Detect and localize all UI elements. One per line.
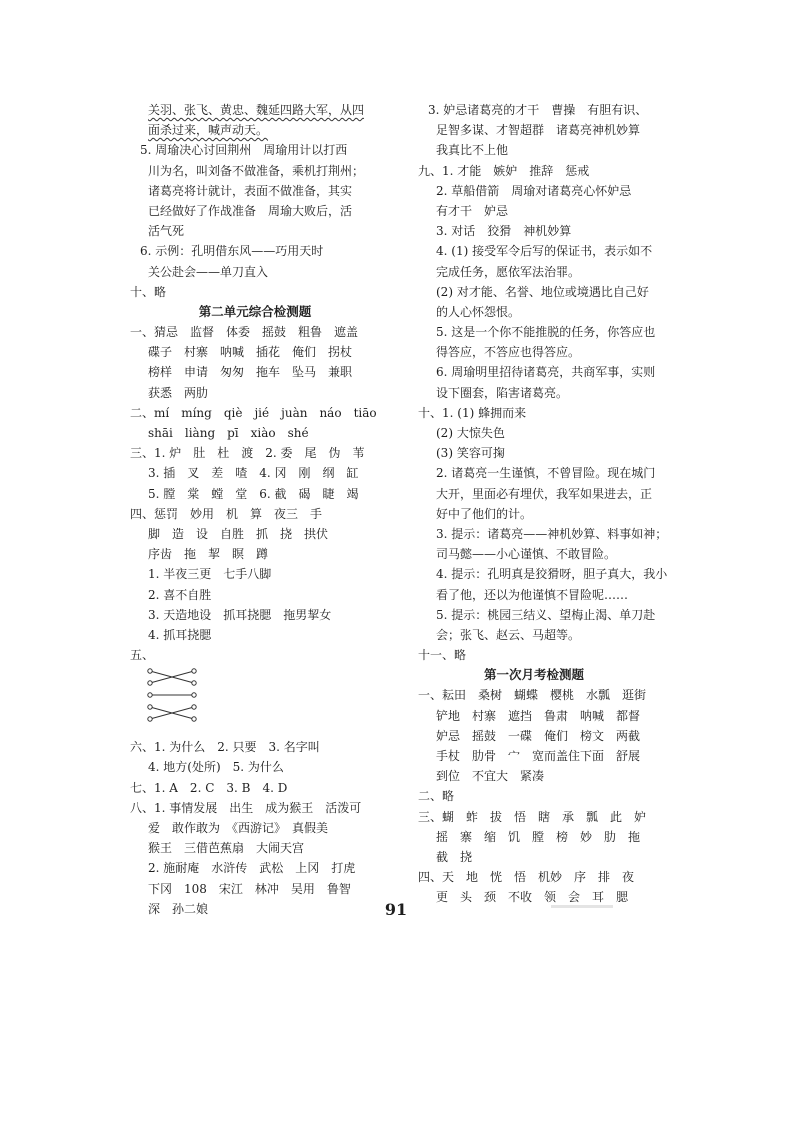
section-heading: 第一次月考检测题	[483, 667, 584, 683]
answer-line: 好中了他们的计。	[436, 506, 533, 521]
answer-line: 三、蝴 蚱 拔 悟 瞎 承 瓢 此 妒	[418, 809, 647, 824]
answer-line: 六、1. 为什么 2. 只要 3. 名字叫	[130, 740, 320, 755]
answer-line: 十一、略	[418, 648, 467, 663]
answer-line: 四、天 地 恍 悟 机妙 序 排 夜	[418, 870, 635, 885]
match-dot	[192, 705, 196, 709]
answer-line: 猴王 三借芭蕉扇 大闹天宫	[148, 841, 305, 856]
answer-line: 到位 不宜大 紧凑	[436, 769, 545, 784]
answer-line: 关公赴会——单刀直入	[148, 264, 269, 279]
right-column	[418, 100, 668, 908]
answer-line: 4. 地方(处所) 5. 为什么	[148, 760, 284, 775]
match-dot	[148, 693, 152, 697]
answer-line: 面杀过来，喊声动天。	[148, 123, 269, 138]
answer-line: 足智多谋、才智超群 诸葛亮神机妙算	[436, 123, 641, 138]
answer-line: 看了他，还以为他谨慎不冒险呢……	[436, 587, 629, 602]
answer-line: 3. 天造地设 抓耳挠腮 拖男挈女	[148, 607, 332, 622]
matching-lines-diagram	[144, 667, 204, 731]
answer-line: 完成任务，愿依军法治罪。	[436, 264, 581, 279]
answer-line: 二、mí míng qiè jié juàn náo tiāo	[130, 405, 377, 420]
page-number: 91	[384, 900, 408, 919]
answer-line: 2. 草船借箭 周瑜对诸葛亮心怀妒忌	[436, 183, 632, 198]
answer-line: 关羽、张飞、黄忠、魏延四路大军，从四	[148, 103, 365, 117]
answer-line: 3. 妒忌诸葛亮的才干 曹操 有胆有识、	[428, 103, 648, 117]
answer-line: 手杖 肋骨 宀 宽而盖住下面 舒展	[436, 749, 641, 763]
answer-line: 4. 抓耳挠腮	[148, 627, 212, 642]
answer-line: 铲地 村寨 遮挡 鲁肃 呐喊 都督	[436, 708, 641, 723]
left-column	[130, 100, 380, 919]
answer-line: 4. (1) 接受军令后写的保证书，表示如不	[436, 244, 653, 259]
answer-line: 一、耘田 桑树 蝴蝶 樱桃 水瓢 逛街	[418, 688, 647, 703]
answer-line: 下冈 108 宋江 林冲 吴用 鲁智	[148, 881, 351, 896]
answer-line: 会；张飞、赵云、马超等。	[436, 627, 581, 642]
answer-line: 序齿 拖 挈 瞑 蹲	[148, 547, 269, 562]
answer-line: 2. 施耐庵 水浒传 武松 上冈 打虎	[148, 861, 356, 876]
answer-line: 深 孙二娘	[148, 901, 209, 916]
answer-line: 妒忌 摇鼓 一碟 俺们 榜文 两截	[436, 728, 641, 743]
answer-line: 3. 提示：诸葛亮——神机妙算、料事如神；	[436, 526, 668, 541]
match-dot	[192, 717, 196, 721]
match-dot	[148, 705, 152, 709]
answer-line: 八、1. 事情发展 出生 成为猴王 活泼可	[130, 800, 362, 815]
answer-line: 3. 对话 狡猾 神机妙算	[436, 224, 572, 239]
answer-line: 5. 提示：桃园三结义、望梅止渴、单刀赴	[436, 607, 656, 622]
answer-line: 4. 提示：孔明真是狡猾呀，胆子真大，我小	[436, 567, 668, 582]
answer-line: 1. 半夜三更 七手八脚	[148, 567, 272, 582]
scan-smudge	[551, 905, 613, 908]
answer-line: 川为名，叫刘备不做准备，乘机打荆州；	[148, 163, 365, 178]
answer-line: (2) 对才能、名誉、地位或境遇比自己好	[436, 284, 649, 299]
answer-line: 2. 喜不自胜	[148, 587, 212, 602]
answer-line: 榜样 申请 匆匆 拖车 坠马 兼职	[148, 365, 353, 380]
match-dot	[148, 681, 152, 685]
answer-line: 司马懿——小心谨慎、不敢冒险。	[436, 547, 617, 562]
answer-line: 脚 造 设 自胜 抓 挠 拱伏	[148, 526, 329, 541]
match-dot	[192, 669, 196, 673]
answer-line: 三、1. 炉 肚 杜 渡 2. 委 尾 伪 苇	[130, 446, 365, 461]
answer-line: 一、猜忌 监督 体委 摇鼓 粗鲁 遮盖	[130, 325, 359, 340]
answer-line: 得答应，不答应也得答应。	[436, 345, 581, 360]
answer-line: (3) 笑容可掬	[436, 446, 505, 461]
answer-line: 大开，里面必有埋伏，我军如果进去，正	[436, 486, 653, 501]
answer-line: 5. 这是一个你不能推脱的任务，你答应也	[436, 325, 656, 340]
answer-line: 十、略	[130, 284, 167, 299]
answer-line: 更 头 颈 不收 领 会 耳 腮	[436, 890, 629, 905]
answer-line: shāi liàng pī xiào shé	[148, 426, 309, 440]
answer-line: 的人心怀怨恨。	[436, 304, 521, 319]
match-dot	[148, 717, 152, 721]
answer-line: 碟子 村寨 呐喊 插花 俺们 拐杖	[148, 345, 353, 360]
answer-line: 5. 膛 棠 螳 堂 6. 截 碣 睫 竭	[148, 486, 359, 501]
answer-line: 四、惩罚 妙用 机 算 夜三 手	[130, 506, 323, 521]
answer-line: 诸葛亮将计就计，表面不做准备，其实	[148, 183, 353, 198]
match-dot	[192, 693, 196, 697]
answer-line: 我真比不上他	[436, 143, 509, 158]
answer-line: 6. 示例：孔明借东风——巧用天时	[140, 244, 324, 259]
answer-line: 设下圈套，陷害诸葛亮。	[436, 385, 569, 400]
answer-line: 摇 寨 缩 饥 膛 榜 妙 肋 拖	[436, 829, 641, 844]
answer-line: 5. 周瑜决心讨回荆州 周瑜用计以打西	[140, 143, 348, 158]
section-heading: 第二单元综合检测题	[198, 303, 312, 319]
answer-line: 2. 诸葛亮一生谨慎，不曾冒险。现在城门	[436, 466, 656, 481]
match-dot	[148, 669, 152, 673]
answer-line: 七、1. A 2. C 3. B 4. D	[130, 780, 288, 795]
answer-line: 已经做好了作战准备 周瑜大败后，活	[148, 203, 353, 218]
matching-exercise	[130, 667, 380, 733]
answer-line: 活气死	[148, 224, 185, 239]
answer-line: 爱 敢作敢为 《西游记》 真假美	[148, 821, 329, 835]
answer-line: 获悉 两肋	[148, 385, 209, 400]
answer-line: 截 挠	[436, 849, 473, 864]
answer-line: 九、1. 才能 嫉妒 推辞 惩戒	[418, 163, 590, 178]
match-dot	[192, 681, 196, 685]
answer-line: 3. 插 叉 差 喳 4. 冈 刚 纲 缸	[148, 466, 359, 481]
answer-line: 有才干 妒忌	[436, 203, 509, 218]
answer-line: 五、	[130, 648, 155, 663]
answer-line: 6. 周瑜明里招待诸葛亮，共商军事，实则	[436, 365, 656, 380]
answer-line: (2) 大惊失色	[436, 426, 505, 440]
answer-line: 十、1. (1) 蜂拥而来	[418, 405, 527, 420]
answer-line: 二、略	[418, 789, 455, 804]
